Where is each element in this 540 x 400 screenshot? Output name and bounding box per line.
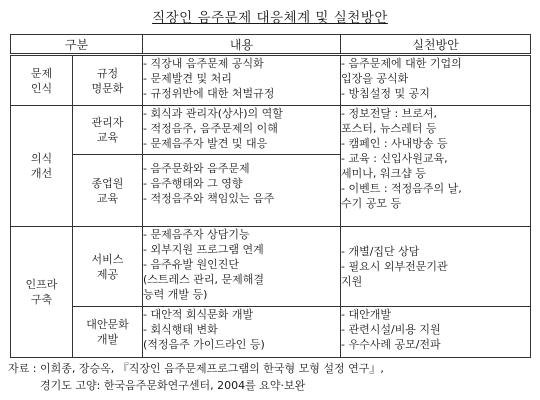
- header-content: 내용: [143, 35, 341, 55]
- plan-cell: - 정보전달 : 브로셔, 포스터, 뉴스레터 등 - 캠페인 : 사내방송 등 - 교육 : 신입사원교육, 세미나, 워크샵 등 - 이벤트 : 적정음주의 날, 수기 공모 등: [341, 106, 531, 227]
- plan-cell: - 대안개발 - 관련시설/비용 지원 - 우수사례 공모/전파: [341, 307, 531, 358]
- subcategory-regulation: 규정 명문화: [73, 55, 143, 106]
- source-line-2: 경기도 고양: 한국음주문화연구센터, 2004를 요약·보완: [40, 379, 306, 392]
- table-row: [11, 307, 531, 358]
- table-header-row: [11, 35, 531, 55]
- content-cell: - 대안적 회식문화 개발 - 회식행태 변화 (적정음주 가이드라인 등): [143, 307, 341, 358]
- subcategory-manager-education: 관리자 교육: [73, 106, 143, 155]
- response-system-table: [10, 34, 531, 358]
- header-plan: 실천방안: [341, 35, 531, 55]
- table-row: [11, 227, 531, 307]
- content-cell: - 문제음주자 상담기능 - 외부지원 프로그램 연계 - 음주유발 원인진단 (스트레스 관리, 문제해결 능력 개발 등): [143, 227, 341, 307]
- content-cell: - 직장내 음주문제 공식화 - 문제발견 및 처리 - 규정위반에 대한 처벌규정: [143, 55, 341, 106]
- subcategory-employee-education: 종업원 교육: [73, 155, 143, 227]
- plan-cell: - 음주문제에 대한 기업의 입장을 공식화 - 방침설정 및 공지: [341, 55, 531, 106]
- source-line-1: 자료 : 이희종, 장승옥, 『직장인 음주문제프로그램의 한국형 모형 설정 연구』,: [8, 362, 384, 375]
- group-label-consciousness: 의식 개선: [11, 106, 73, 227]
- group-label-infrastructure: 인프라 구축: [11, 227, 73, 358]
- content-cell: - 회식과 관리자(상사)의 역할 - 적정음주, 음주문제의 이해 - 문제음주자 발견 및 대응: [143, 106, 341, 155]
- group-label-awareness: 문제 인식: [11, 55, 73, 106]
- table-row: [11, 55, 531, 106]
- header-category: 구분: [11, 35, 143, 55]
- document-title: 직장인 음주문제 대응체계 및 실천방안: [152, 10, 388, 26]
- content-cell: - 음주문화와 음주문제 - 음주행태와 그 영향 - 적정음주와 책임있는 음주: [143, 155, 341, 227]
- table-row: [11, 106, 531, 155]
- subcategory-alternative-culture: 대안문화 개발: [73, 307, 143, 358]
- subcategory-service: 서비스 제공: [73, 227, 143, 307]
- plan-cell: - 개별/집단 상담 - 필요시 외부전문기관 지원: [341, 227, 531, 307]
- source-citation: [8, 360, 384, 394]
